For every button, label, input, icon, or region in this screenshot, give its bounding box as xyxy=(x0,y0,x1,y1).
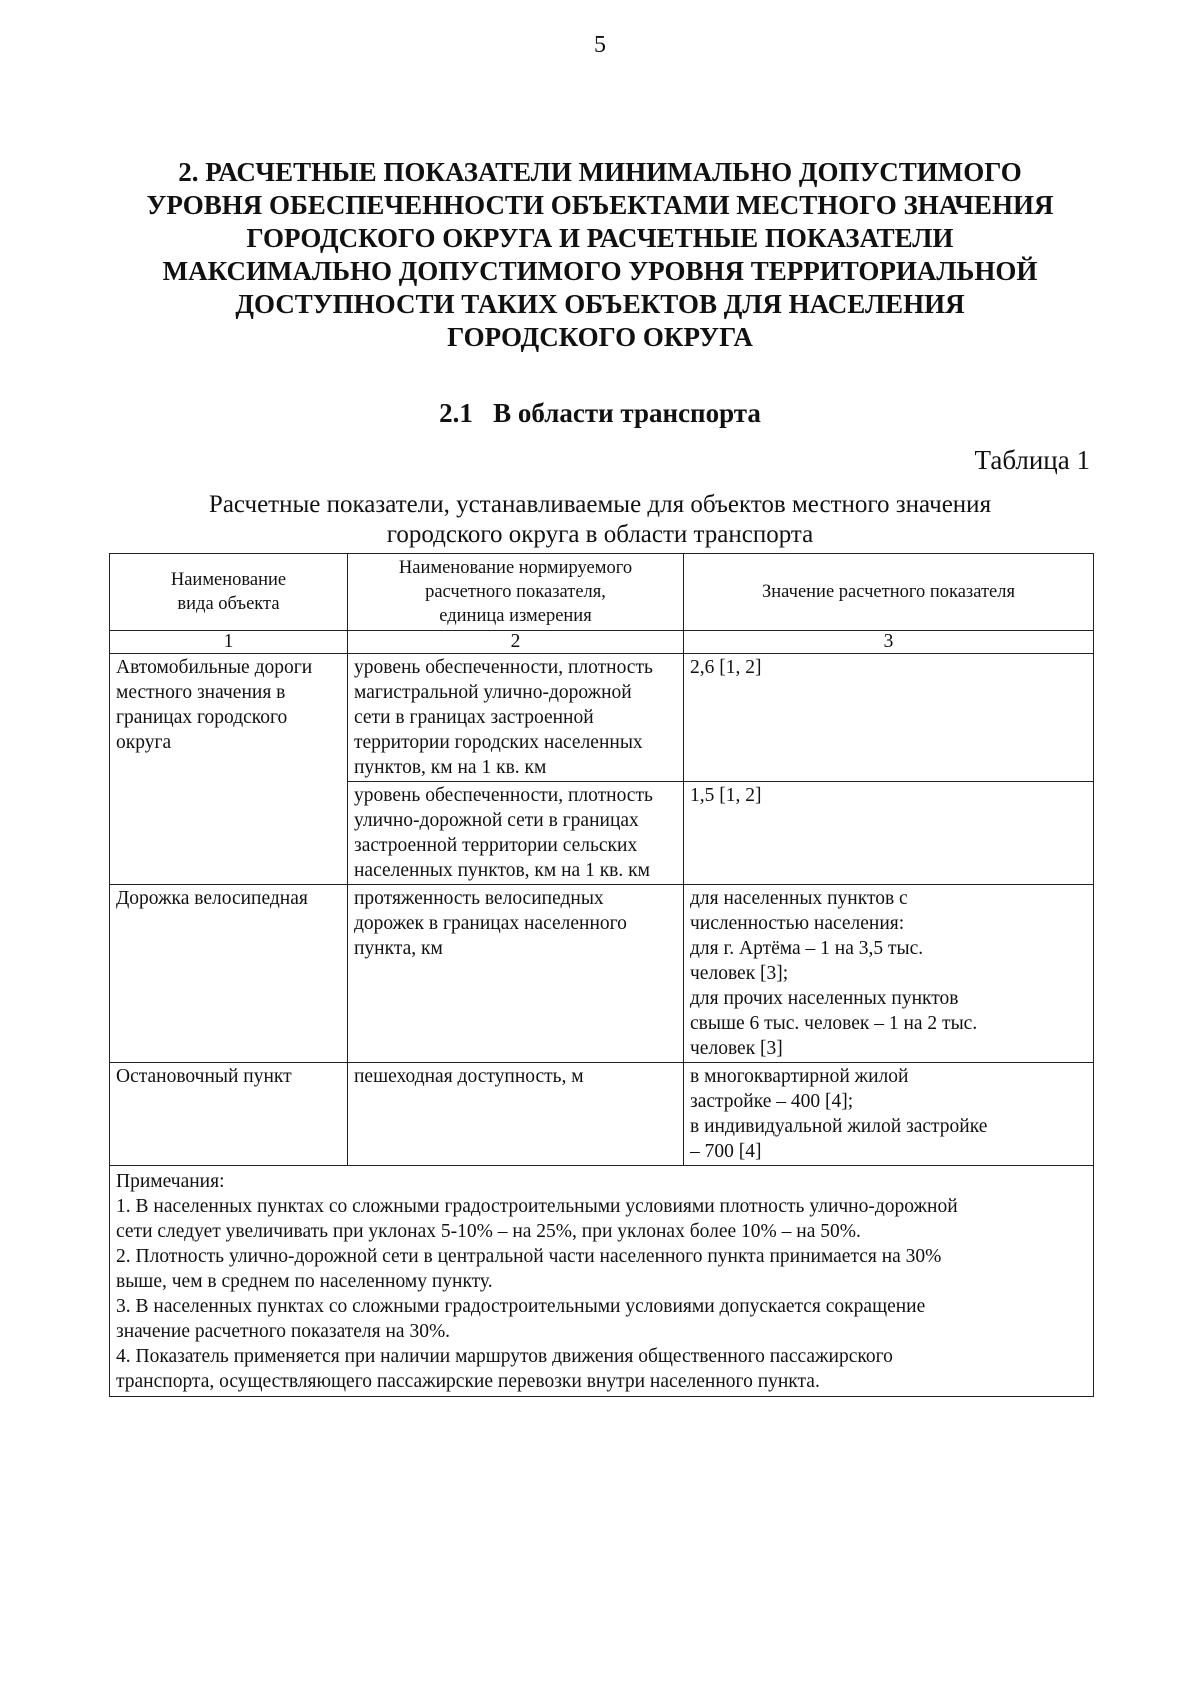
table-caption-line: Расчетные показатели, устанавливаемые для объектов местного значения xyxy=(208,491,992,518)
table-caption-line: городского округа в области транспорта xyxy=(386,521,814,548)
table-label: Таблица 1 xyxy=(974,445,1090,475)
indicator-cell: уровень обеспеченности, плотность магистральной улично-дорожной сети в границах застроенной территории городских населенных пунктов, км на 1 кв. км xyxy=(348,654,684,782)
note-item: транспорта, осуществляющего пассажирские перевозки внутри населенного пункта. xyxy=(116,1371,820,1392)
table-row xyxy=(110,654,1094,782)
subsection-title: 2.1 В области транспорта xyxy=(439,398,761,428)
section-title-line: УРОВНЯ ОБЕСПЕЧЕННОСТИ ОБЪЕКТАМИ МЕСТНОГО ЗНАЧЕНИЯ xyxy=(146,190,1054,220)
value-cell: для населенных пунктов с численностью населения: для г. Артёма – 1 на 3,5 тыс. человек [3]; для прочих населенных пунктов свыше 6 тыс. человек – 1 на 2 тыс. человек [3] xyxy=(684,885,1094,1063)
note-item: 3. В населенных пунктах со сложными градостроительными условиями допускается сокращение xyxy=(116,1296,926,1317)
section-title-line: 2. РАСЧЕТНЫЕ ПОКАЗАТЕЛИ МИНИМАЛЬНО ДОПУСТИМОГО xyxy=(178,157,1022,187)
object-cell-bike: Дорожка велосипедная xyxy=(110,885,348,1063)
column-number: 2 xyxy=(348,631,684,654)
notes-row xyxy=(110,1166,1094,1397)
header-object-type: Наименование вида объекта xyxy=(110,554,348,631)
page-number: 5 xyxy=(594,32,606,58)
object-cell-roads: Автомобильные дороги местного значения в границах городского округа xyxy=(110,654,348,885)
note-item: 4. Показатель применяется при наличии маршрутов движения общественного пассажирского xyxy=(116,1346,893,1367)
column-number: 1 xyxy=(110,631,348,654)
indicators-table xyxy=(109,553,1094,1397)
column-number: 3 xyxy=(684,631,1094,654)
indicator-cell: протяженность велосипедных дорожек в границах населенного пункта, км xyxy=(348,885,684,1063)
object-cell-stop: Остановочный пункт xyxy=(110,1063,348,1166)
note-item: выше, чем в среднем по населенному пункту. xyxy=(116,1271,493,1292)
indicator-cell: уровень обеспеченности, плотность улично-дорожной сети в границах застроенной территории сельских населенных пунктов, км на 1 кв. км xyxy=(348,782,684,885)
section-title xyxy=(100,156,1100,354)
note-item: сети следует увеличивать при уклонах 5-10% – на 25%, при уклонах более 10% – на 50%. xyxy=(116,1221,861,1242)
table-header-row xyxy=(110,554,1094,631)
header-indicator-name: Наименование нормируемого расчетного показателя, единица измерения xyxy=(348,554,684,631)
section-title-line: МАКСИМАЛЬНО ДОПУСТИМОГО УРОВНЯ ТЕРРИТОРИАЛЬНОЙ xyxy=(162,256,1038,286)
notes-heading: Примечания: xyxy=(116,1171,225,1192)
section-title-line: ГОРОДСКОГО ОКРУГА И РАСЧЕТНЫЕ ПОКАЗАТЕЛИ xyxy=(246,223,954,253)
table-caption xyxy=(100,490,1100,550)
value-cell: в многоквартирной жилой застройке – 400 [4]; в индивидуальной жилой застройке – 700 [4] xyxy=(684,1063,1094,1166)
table-row xyxy=(110,1063,1094,1166)
value-cell: 2,6 [1, 2] xyxy=(684,654,1094,782)
notes-cell xyxy=(110,1166,1094,1397)
note-item: 1. В населенных пунктах со сложными градостроительными условиями плотность улично-дорожной xyxy=(116,1196,958,1217)
section-title-line: ГОРОДСКОГО ОКРУГА xyxy=(447,322,753,352)
header-indicator-value: Значение расчетного показателя xyxy=(684,554,1094,631)
column-number-row xyxy=(110,631,1094,654)
value-cell: 1,5 [1, 2] xyxy=(684,782,1094,885)
table-row xyxy=(110,885,1094,1063)
section-title-line: ДОСТУПНОСТИ ТАКИХ ОБЪЕКТОВ ДЛЯ НАСЕЛЕНИЯ xyxy=(235,289,965,319)
indicator-cell: пешеходная доступность, м xyxy=(348,1063,684,1166)
note-item: 2. Плотность улично-дорожной сети в центральной части населенного пункта принимается на 30% xyxy=(116,1246,942,1267)
note-item: значение расчетного показателя на 30%. xyxy=(116,1321,451,1342)
